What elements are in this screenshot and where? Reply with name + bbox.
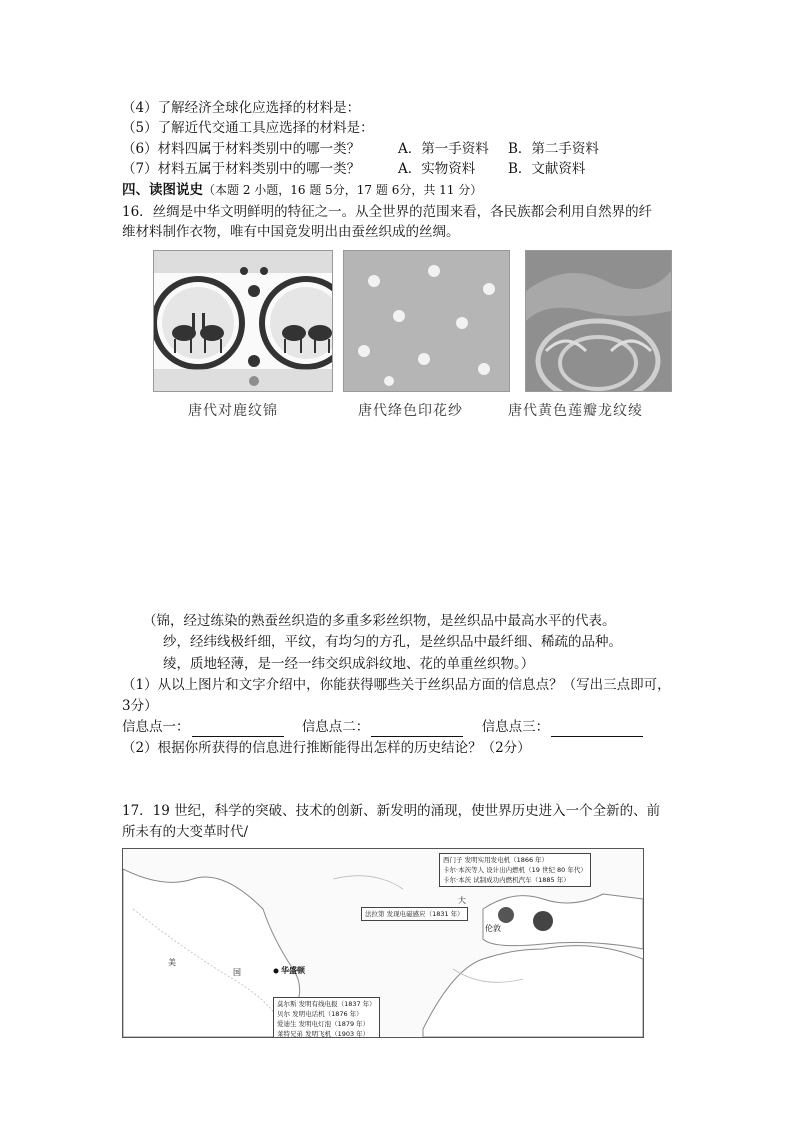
question-7-text: （7）材料五属于材料类别中的哪一类？ <box>122 161 361 177</box>
q16-1-line-1: （1）从以上图片和文字介绍中，你能获得哪些关于丝织品方面的信息点？（写出三点即可， <box>122 677 671 693</box>
figure-deer-brocade <box>153 250 333 392</box>
question-6-text: （6）材料四属于材料类别中的哪一类？ <box>122 141 361 157</box>
q16-line-2: 维材料制作衣物，唯有中国竟发明出由蚕丝织成的丝绸。 <box>122 224 460 240</box>
europe-inventions-box <box>439 853 591 887</box>
europe-invention-3: 卡尔·本茨 试制成功内燃机汽车（1885 年） <box>443 876 570 884</box>
america-invention-1: 莫尔斯 发明有线电报（1837 年） <box>277 1000 376 1008</box>
deer-brocade-pattern <box>154 251 332 391</box>
caption-deer-brocade: 唐代对鹿纹锦 <box>188 403 278 419</box>
info-point-3-label: 信息点三： <box>481 719 550 735</box>
america-invention-2: 贝尔 发明电话机（1876 年） <box>277 1010 363 1018</box>
question-6-option-a: A．第一手资料 <box>398 141 489 157</box>
europe-invention-2: 卡尔·本茨等人 设计出内燃机（19 世纪 80 年代） <box>443 866 587 874</box>
info-point-2-blank[interactable] <box>371 722 463 737</box>
caption-lotus-dragon-twill: 唐代黄色莲瓣龙纹绫 <box>508 403 643 419</box>
info-point-3-blank[interactable] <box>551 722 643 737</box>
america-invention-3: 爱迪生 发明电灯泡（1879 年） <box>277 1020 370 1028</box>
printed-gauze-pattern <box>344 251 509 391</box>
explanation-gauze: 纱，经纬线极纤细，平纹，有均匀的方孔，是丝织品中最纤细、稀疏的品种。 <box>163 634 622 650</box>
washington-marker-icon <box>273 968 279 974</box>
label-london: 伦敦 <box>485 924 501 933</box>
q17-line-2: 所未有的大变革时代/ <box>122 824 249 840</box>
faraday-box: 法拉第 发现电磁感应（1831 年） <box>361 907 468 921</box>
info-point-1-label: 信息点一： <box>122 719 190 735</box>
figure-lotus-dragon-twill <box>525 250 672 392</box>
explanation-brocade: （锦，经过练染的熟蚕丝织造的多重多彩丝织物，是丝织品中最高水平的代表。 <box>143 613 616 629</box>
section-heading <box>122 180 482 200</box>
question-7-option-a: A．实物资料 <box>398 161 476 177</box>
label-big: 大 <box>458 896 466 905</box>
america-inventions-box <box>273 997 380 1038</box>
lotus-dragon-pattern <box>526 251 671 391</box>
question-5: （5）了解近代交通工具应选择的材料是： <box>122 120 374 136</box>
america-invention-4: 莱特兄弟 发明飞机（1903 年） <box>277 1030 370 1038</box>
q16-2: （2）根据你所获得的信息进行推断能得出怎样的历史结论？（2分） <box>122 740 531 756</box>
question-7-option-b: B．文献资料 <box>508 161 586 177</box>
info-points-row <box>122 717 643 737</box>
label-washington: 华盛顿 <box>281 966 305 975</box>
explanation-twill: 绫，质地轻薄，是一经一纬交织成斜纹地、花的单重丝织物。） <box>163 656 535 672</box>
info-point-2-label: 信息点二： <box>301 719 370 735</box>
inventions-map <box>122 848 644 1038</box>
europe-invention-1: 西门子 发明实用发电机（1866 年） <box>443 856 549 864</box>
question-6 <box>122 139 599 159</box>
question-7 <box>122 159 586 179</box>
q17-line-1: 17．19 世纪，科学的突破、技术的创新、新发明的涌现，使世界历史进入一个全新的、前 <box>122 803 661 819</box>
question-4: （4）了解经济全球化应选择的材料是： <box>122 100 361 116</box>
label-usa-1: 美 <box>168 958 176 967</box>
section-note: （本题 2 小题，16 题 5分，17 题 6分，共 11 分） <box>203 183 483 197</box>
figure-printed-gauze <box>343 250 510 392</box>
question-6-option-b: B．第二手资料 <box>508 141 599 157</box>
info-point-1-blank[interactable] <box>192 722 284 737</box>
label-usa-2: 国 <box>233 968 241 977</box>
q16-1-line-2: 3分） <box>122 698 158 714</box>
q16-line-1: 16．丝绸是中华文明鲜明的特征之一。从全世界的范围来看，各民族都会利用自然界的纤 <box>122 204 653 220</box>
section-title: 四、读图说史 <box>122 182 203 198</box>
caption-printed-gauze: 唐代绛色印花纱 <box>358 403 463 419</box>
